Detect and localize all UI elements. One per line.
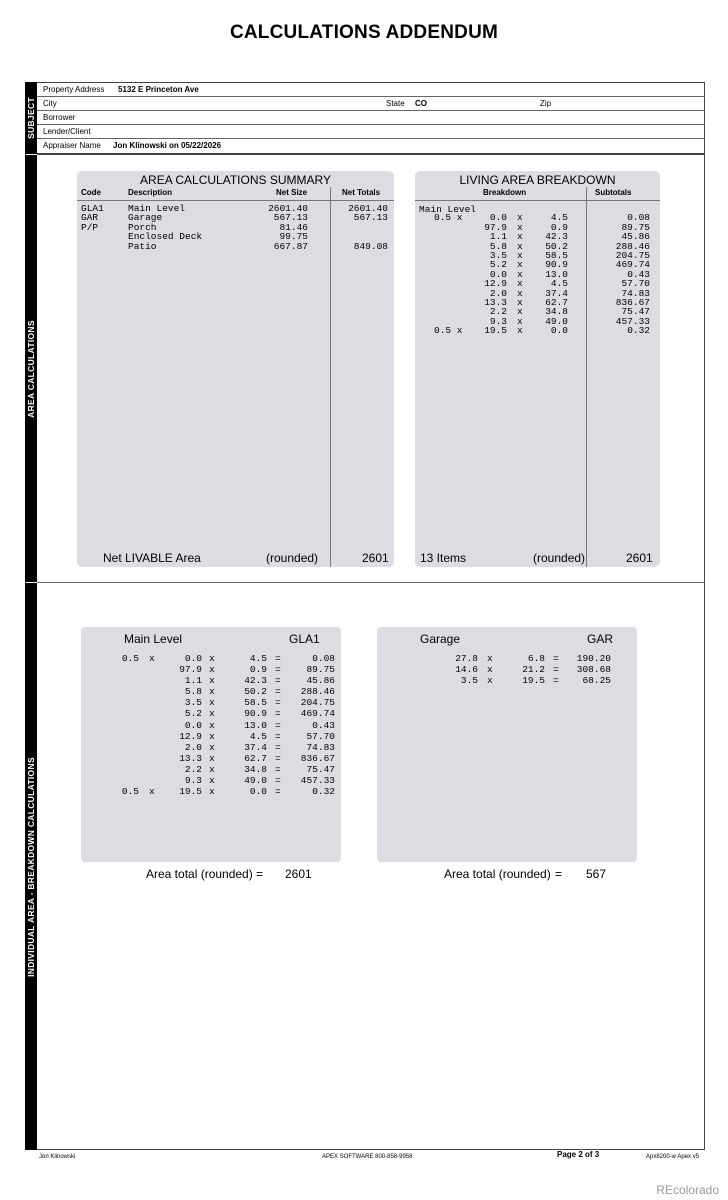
cell-dim-b: 49.0	[545, 315, 568, 327]
cell-dim-a: 19.5	[179, 786, 202, 798]
cell-subtotal: 74.83	[621, 287, 650, 299]
breakdown-section-label: Main Level	[419, 204, 477, 215]
cell-subtotal: 0.32	[627, 325, 650, 337]
cell-dim-a: 2.0	[489, 287, 507, 299]
cell-equals: =	[275, 719, 281, 731]
cell-net-size: 81.46	[279, 221, 308, 233]
cell-result: 204.75	[300, 697, 335, 709]
table-row	[81, 653, 341, 664]
cell-net-total: 849.08	[353, 240, 388, 252]
cell-dim-b: 58.5	[545, 249, 568, 261]
table-row	[415, 260, 660, 269]
garage-name: Garage	[420, 632, 461, 646]
col-header-description: Description	[128, 188, 173, 197]
cell-description: Patio	[128, 240, 157, 252]
sidebar-label-area: AREA CALCULATIONS	[26, 319, 36, 418]
zip-label: Zip	[540, 99, 552, 108]
cell-dim-b: 37.4	[244, 741, 267, 753]
cell-dim-b: 50.2	[244, 686, 267, 698]
table-row	[81, 786, 341, 797]
cell-result: 0.32	[312, 786, 335, 798]
state-label: State	[386, 99, 405, 108]
cell-times: x	[209, 775, 215, 787]
footer-appraiser: Jon Klinowski	[39, 1154, 76, 1160]
cell-times: x	[209, 653, 215, 664]
cell-result: 74.83	[306, 741, 335, 753]
col-header-subtotals: Subtotals	[595, 188, 632, 197]
cell-dim-a: 1.1	[184, 675, 202, 687]
cell-dim-b: 34.8	[244, 763, 267, 775]
cell-dim-b: 42.3	[545, 231, 568, 243]
breakdown-items-count: 13 Items	[420, 551, 467, 565]
table-row	[81, 664, 341, 675]
cell-description: Porch	[128, 221, 157, 233]
cell-equals: =	[275, 653, 281, 664]
cell-times: x	[209, 763, 215, 775]
sidebar-subject	[25, 82, 37, 154]
cell-dim-a: 0.0	[489, 268, 507, 280]
cell-factor: 0.5	[121, 653, 139, 664]
footer-software: APEX SOFTWARE 800-858-9958	[322, 1154, 413, 1160]
cell-subtotal: 0.08	[627, 212, 650, 224]
net-livable-rounded: (rounded)	[266, 551, 319, 565]
cell-equals: =	[275, 697, 281, 709]
table-row	[81, 742, 341, 753]
cell-subtotal: 89.75	[621, 221, 650, 233]
cell-dim-b: 62.7	[545, 296, 568, 308]
header-rule	[415, 200, 660, 201]
cell-equals: =	[275, 730, 281, 742]
cell-result: 190.20	[576, 653, 611, 664]
page-title: CALCULATIONS ADDENDUM	[229, 22, 499, 43]
lender-label: Lender/Client	[43, 127, 91, 136]
cell-times: x	[517, 240, 523, 252]
main-level-rows	[81, 653, 341, 797]
divider	[37, 138, 705, 139]
col-header-code: Code	[81, 188, 101, 197]
cell-factor: 0.5 x	[434, 212, 463, 224]
garage-total-label: Area total (rounded)	[444, 867, 551, 881]
cell-dim-b: 58.5	[244, 697, 267, 709]
cell-dim-b: 4.5	[249, 730, 267, 742]
col-header-net-size: Net Size	[276, 188, 308, 197]
city-label: City	[43, 99, 57, 108]
cell-times: x	[517, 221, 523, 233]
divider	[37, 153, 705, 155]
garage-rows	[377, 653, 637, 686]
cell-equals: =	[275, 675, 281, 687]
cell-times: x	[487, 664, 493, 676]
table-row	[77, 213, 394, 222]
cell-dim-b: 50.2	[545, 240, 568, 252]
main-level-name: Main Level	[124, 632, 183, 646]
cell-subtotal: 0.43	[627, 268, 650, 280]
cell-dim-b: 4.5	[249, 653, 267, 664]
cell-result: 75.47	[306, 763, 335, 775]
cell-times: x	[517, 212, 523, 224]
cell-equals: =	[275, 686, 281, 698]
garage-code: GAR	[587, 632, 614, 646]
cell-dim-a: 19.5	[484, 325, 507, 337]
cell-description: Enclosed Deck	[128, 231, 203, 243]
cell-times: x	[209, 708, 215, 720]
cell-equals: =	[275, 775, 281, 787]
garage-total-eq: =	[555, 867, 563, 881]
table-row	[81, 720, 341, 731]
table-row	[77, 204, 394, 213]
cell-dim-b: 34.8	[545, 306, 568, 318]
table-row	[81, 731, 341, 742]
cell-equals: =	[275, 763, 281, 775]
cell-description: Garage	[128, 212, 163, 224]
sidebar-individual	[25, 583, 37, 1150]
cell-result: 0.43	[312, 719, 335, 731]
cell-times: x	[209, 675, 215, 687]
cell-dim-a: 9.3	[489, 315, 507, 327]
breakdown-value: 2601	[626, 551, 653, 565]
area-summary-title: AREA CALCULATIONS SUMMARY	[140, 173, 331, 187]
cell-dim-a: 12.9	[484, 278, 507, 290]
cell-dim-b: 13.0	[244, 719, 267, 731]
divider	[37, 582, 705, 583]
cell-times: x	[209, 664, 215, 676]
table-row	[81, 753, 341, 764]
table-row	[377, 653, 637, 664]
cell-subtotal: 57.70	[621, 278, 650, 290]
cell-result: 836.67	[300, 752, 335, 764]
cell-dim-a: 0.0	[184, 653, 202, 664]
cell-equals: =	[553, 653, 559, 664]
cell-code: GAR	[81, 212, 99, 224]
sidebar-label-individual: INDIVIDUAL AREA - BREAKDOWN CALCULATIONS	[26, 756, 36, 977]
table-row	[81, 764, 341, 775]
cell-dim-a: 27.8	[455, 653, 478, 664]
cell-result: 68.25	[582, 675, 611, 687]
cell-dim-b: 49.0	[244, 775, 267, 787]
appraiser-value: Jon Klinowski on 05/22/2026	[113, 141, 222, 150]
cell-dim-a: 97.9	[179, 664, 202, 676]
cell-dim-b: 4.5	[550, 212, 568, 224]
sidebar-label-subject: SUBJECT	[26, 97, 36, 139]
area-summary-rows	[77, 204, 394, 251]
cell-equals: =	[275, 741, 281, 753]
cell-net-total: 567.13	[353, 212, 388, 224]
net-livable-value: 2601	[362, 551, 389, 565]
cell-equals: =	[553, 664, 559, 676]
main-level-total-eq: =	[256, 867, 264, 881]
cell-times: x	[487, 653, 493, 664]
table-row	[81, 775, 341, 786]
cell-result: 288.46	[300, 686, 335, 698]
cell-times: x	[517, 287, 523, 299]
cell-dim-b: 62.7	[244, 752, 267, 764]
cell-times: x	[209, 752, 215, 764]
watermark-logo: REcolorado	[656, 1183, 719, 1197]
cell-dim-b: 37.4	[545, 287, 568, 299]
footer-page-number: Page 2 of 3	[557, 1150, 600, 1159]
cell-times: x	[517, 325, 523, 337]
cell-dim-a: 3.5	[460, 675, 478, 687]
divider	[37, 124, 705, 125]
table-row	[81, 675, 341, 686]
cell-dim-a: 13.3	[179, 752, 202, 764]
cell-times: x	[209, 741, 215, 753]
cell-dim-a: 0.0	[184, 719, 202, 731]
borrower-label: Borrower	[43, 113, 76, 122]
living-breakdown-title: LIVING AREA BREAKDOWN	[459, 173, 616, 187]
header-rule	[77, 200, 394, 201]
cell-result: 457.33	[300, 775, 335, 787]
appraiser-label: Appraiser Name	[43, 141, 101, 150]
cell-result: 57.70	[306, 730, 335, 742]
cell-dim-a: 2.2	[184, 763, 202, 775]
cell-result: 45.86	[306, 675, 335, 687]
cell-times: x	[209, 697, 215, 709]
main-level-code: GLA1	[289, 632, 320, 646]
cell-equals: =	[275, 786, 281, 798]
cell-result: 469.74	[300, 708, 335, 720]
cell-dim-b: 4.5	[550, 278, 568, 290]
cell-description: Main Level	[128, 203, 186, 214]
cell-times: x	[517, 296, 523, 308]
cell-subtotal: 457.33	[615, 315, 650, 327]
table-row	[81, 697, 341, 708]
cell-times: x	[209, 730, 215, 742]
cell-net-total: 2601.40	[348, 203, 388, 214]
cell-dim-b: 90.9	[244, 708, 267, 720]
cell-dim-b: 19.5	[522, 675, 545, 687]
cell-equals: =	[553, 675, 559, 687]
cell-dim-b: 0.9	[249, 664, 267, 676]
main-level-total-value: 2601	[285, 867, 312, 881]
table-row	[77, 242, 394, 251]
footer-form-id: Apx8200-w Apex v5	[646, 1154, 700, 1160]
cell-times: x	[517, 268, 523, 280]
cell-factor: 0.5 x	[434, 325, 463, 337]
cell-dim-b: 0.0	[249, 786, 267, 798]
divider	[37, 96, 705, 97]
net-livable-label: Net LIVABLE Area	[103, 551, 201, 565]
living-breakdown-rows	[415, 213, 660, 335]
cell-dim-b: 0.0	[550, 325, 568, 337]
cell-subtotal: 836.67	[615, 296, 650, 308]
cell-subtotal: 45.86	[621, 231, 650, 243]
property-address-label: Property Address	[43, 85, 105, 94]
cell-times: x	[209, 786, 215, 798]
cell-dim-a: 14.6	[455, 664, 478, 676]
cell-times: x	[517, 231, 523, 243]
cell-subtotal: 75.47	[621, 306, 650, 318]
cell-result: 308.68	[576, 664, 611, 676]
table-row	[77, 223, 394, 232]
cell-code: P/P	[81, 221, 99, 233]
cell-dim-a: 13.3	[484, 296, 507, 308]
cell-net-size: 2601.40	[268, 203, 308, 214]
cell-dim-a: 2.0	[184, 741, 202, 753]
cell-times: x	[517, 278, 523, 290]
cell-dim-a: 97.9	[484, 221, 507, 233]
cell-net-size: 667.87	[273, 240, 308, 252]
cell-result: 0.08	[312, 653, 335, 664]
cell-subtotal: 288.46	[615, 240, 650, 252]
breakdown-rounded: (rounded)	[533, 551, 586, 565]
cell-dim-a: 3.5	[489, 249, 507, 261]
table-row	[77, 232, 394, 241]
cell-times: x	[209, 686, 215, 698]
property-address-value: 5132 E Princeton Ave	[118, 85, 199, 94]
garage-total-value: 567	[586, 867, 607, 881]
cell-net-size: 567.13	[273, 212, 308, 224]
cell-code: GLA1	[81, 203, 104, 214]
cell-dim-a: 9.3	[184, 775, 202, 787]
state-value: CO	[415, 99, 427, 108]
table-row	[415, 326, 660, 335]
cell-dim-a: 2.2	[489, 306, 507, 318]
cell-dim-a: 5.2	[184, 708, 202, 720]
col-header-breakdown: Breakdown	[483, 188, 527, 197]
cell-dim-b: 6.8	[527, 653, 545, 664]
cell-dim-b: 21.2	[522, 664, 545, 676]
table-row	[377, 675, 637, 686]
cell-dim-a: 1.1	[489, 231, 507, 243]
cell-subtotal: 469.74	[615, 259, 650, 271]
table-row	[81, 686, 341, 697]
cell-equals: =	[275, 708, 281, 720]
cell-net-size: 99.75	[279, 231, 308, 243]
col-header-net-totals: Net Totals	[342, 188, 381, 197]
cell-dim-a: 12.9	[179, 730, 202, 742]
cell-times: x	[517, 259, 523, 271]
divider	[37, 110, 705, 111]
cell-result: 89.75	[306, 664, 335, 676]
cell-factor-times: x	[149, 653, 155, 664]
cell-times: x	[209, 719, 215, 731]
cell-dim-b: 0.9	[550, 221, 568, 233]
cell-equals: =	[275, 664, 281, 676]
cell-dim-a: 3.5	[184, 697, 202, 709]
cell-dim-b: 90.9	[545, 259, 568, 271]
table-row	[81, 708, 341, 719]
cell-equals: =	[275, 752, 281, 764]
cell-dim-a: 5.8	[184, 686, 202, 698]
cell-times: x	[487, 675, 493, 687]
cell-times: x	[517, 306, 523, 318]
table-row	[377, 664, 637, 675]
sidebar-area-calculations	[25, 155, 37, 582]
cell-dim-a: 0.0	[489, 212, 507, 224]
cell-dim-a: 5.2	[489, 259, 507, 271]
cell-dim-b: 42.3	[244, 675, 267, 687]
main-level-total-label: Area total (rounded)	[146, 867, 253, 881]
cell-subtotal: 204.75	[615, 249, 650, 261]
cell-dim-a: 5.8	[489, 240, 507, 252]
cell-factor-times: x	[149, 786, 155, 798]
cell-times: x	[517, 249, 523, 261]
cell-times: x	[517, 315, 523, 327]
cell-factor: 0.5	[121, 786, 139, 798]
cell-dim-b: 13.0	[545, 268, 568, 280]
